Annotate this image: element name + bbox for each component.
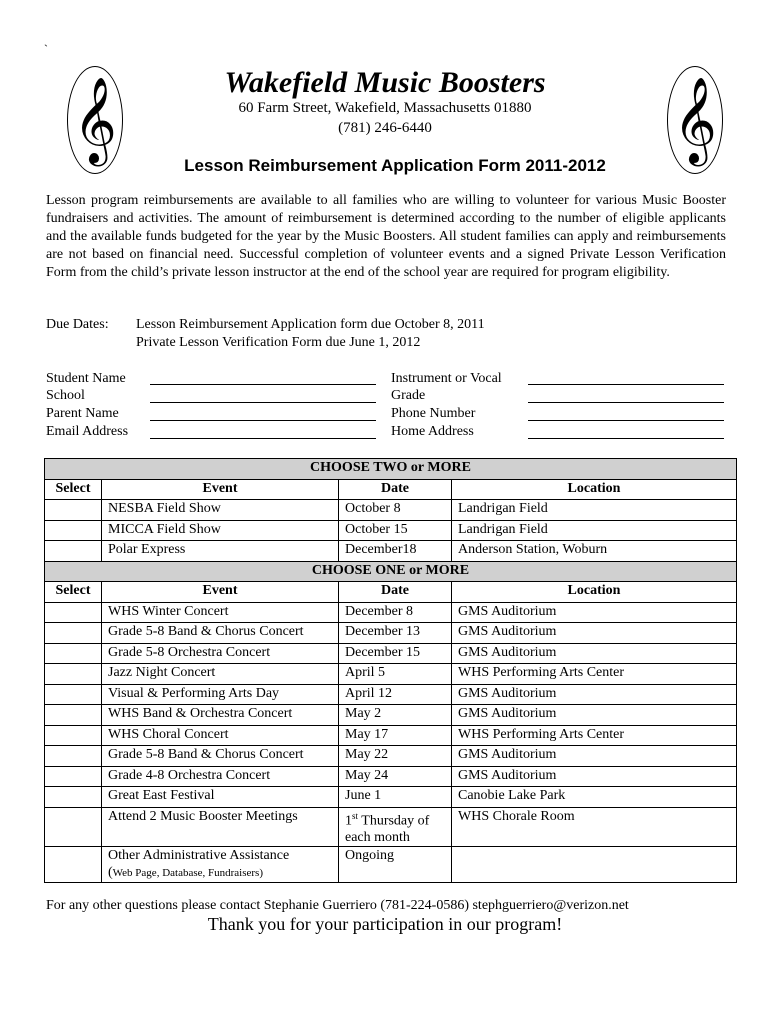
location-cell: GMS Auditorium — [452, 766, 737, 787]
select-cell[interactable] — [45, 623, 102, 644]
student-name-label: Student Name — [46, 371, 126, 386]
home-address-field[interactable] — [528, 438, 724, 439]
organization-address: 60 Farm Street, Wakefield, Massachusetts 01880 — [238, 100, 532, 116]
location-cell: GMS Auditorium — [452, 684, 737, 705]
location-cell: Landrigan Field — [452, 520, 737, 541]
event-subtitle-text: Web Page, Database, Fundraisers) — [112, 867, 263, 880]
instrument-field[interactable] — [528, 384, 724, 385]
header-location: Location — [452, 582, 737, 603]
location-cell: WHS Chorale Room — [452, 807, 737, 847]
select-cell[interactable] — [45, 746, 102, 767]
table-row — [45, 766, 737, 787]
school-field[interactable] — [150, 402, 376, 403]
table-row — [45, 787, 737, 808]
phone-number-label: Phone Number — [391, 406, 476, 421]
header-select: Select — [45, 479, 102, 500]
grade-field[interactable] — [528, 402, 724, 403]
date-number: 1 — [345, 813, 352, 829]
table-row — [45, 643, 737, 664]
location-cell: GMS Auditorium — [452, 746, 737, 767]
location-cell: WHS Performing Arts Center — [452, 725, 737, 746]
intro-paragraph: Lesson program reimbursements are available to all families who are willing to volunteer for various Music Booster fundraisers and activities. The amount of reimbursement is determined according to the number of eligible applicants and the available funds budgeted for the year by the Music Boosters. All student families can apply and reimbursements are not based on financial need. Successful completion of volunteer events and a signed Private Lesson Verification Form from the child’s private lesson instructor at the end of the school year are required for program eligibility. — [46, 193, 726, 280]
header-event: Event — [102, 479, 339, 500]
location-cell: GMS Auditorium — [452, 705, 737, 726]
events-table — [44, 458, 737, 883]
treble-clef-icon: 𝄞 — [667, 66, 723, 174]
event-cell: Grade 5-8 Orchestra Concert — [102, 643, 339, 664]
student-name-field[interactable] — [150, 384, 376, 385]
table-row — [45, 664, 737, 685]
select-cell[interactable] — [45, 766, 102, 787]
table-row — [45, 705, 737, 726]
event-cell: Grade 5-8 Band & Chorus Concert — [102, 623, 339, 644]
contact-info: For any other questions please contact Stephanie Guerriero (781-224-0586) stephguerriero@verizon.net — [46, 898, 629, 913]
event-cell: Visual & Performing Arts Day — [102, 684, 339, 705]
email-address-field[interactable] — [150, 438, 376, 439]
event-cell: Polar Express — [102, 541, 339, 562]
table-row — [45, 684, 737, 705]
date-cell: May 22 — [339, 746, 452, 767]
date-cell: October 15 — [339, 520, 452, 541]
date-cell: December18 — [339, 541, 452, 562]
event-cell: NESBA Field Show — [102, 500, 339, 521]
date-cell: May 2 — [339, 705, 452, 726]
event-cell: Grade 5-8 Band & Chorus Concert — [102, 746, 339, 767]
event-title: Other Administrative Assistance — [108, 848, 290, 864]
date-rest: Thursday of each month — [345, 813, 430, 846]
phone-number-field[interactable] — [528, 420, 724, 421]
date-cell: May 17 — [339, 725, 452, 746]
location-cell: Anderson Station, Woburn — [452, 541, 737, 562]
due-dates-label: Due Dates: — [46, 317, 109, 332]
due-date-application: Lesson Reimbursement Application form due October 8, 2011 — [136, 317, 485, 332]
select-cell[interactable] — [45, 705, 102, 726]
table-row — [45, 520, 737, 541]
date-ordinal: st — [352, 810, 359, 821]
event-cell: Grade 4-8 Orchestra Concert — [102, 766, 339, 787]
location-cell: GMS Auditorium — [452, 643, 737, 664]
location-cell: GMS Auditorium — [452, 602, 737, 623]
parent-name-label: Parent Name — [46, 406, 119, 421]
date-cell: October 8 — [339, 500, 452, 521]
due-date-verification: Private Lesson Verification Form due June 1, 2012 — [136, 335, 421, 350]
event-cell: Great East Festival — [102, 787, 339, 808]
event-subtitle — [108, 864, 332, 882]
select-cell[interactable] — [45, 643, 102, 664]
table-row — [45, 602, 737, 623]
select-cell[interactable] — [45, 847, 102, 883]
date-cell: December 15 — [339, 643, 452, 664]
table-row — [45, 807, 737, 847]
instrument-label: Instrument or Vocal — [391, 371, 502, 386]
select-cell[interactable] — [45, 602, 102, 623]
header-event: Event — [102, 582, 339, 603]
stray-mark: ` — [44, 42, 48, 56]
table-row — [45, 725, 737, 746]
organization-title: Wakefield Music Boosters — [224, 66, 546, 99]
form-title: Lesson Reimbursement Application Form 2011-2012 — [184, 156, 606, 175]
table-row — [45, 847, 737, 883]
header-location: Location — [452, 479, 737, 500]
select-cell[interactable] — [45, 684, 102, 705]
select-cell[interactable] — [45, 725, 102, 746]
select-cell[interactable] — [45, 520, 102, 541]
event-cell: WHS Winter Concert — [102, 602, 339, 623]
select-cell[interactable] — [45, 664, 102, 685]
section-title: CHOOSE ONE or MORE — [45, 561, 737, 582]
location-cell: GMS Auditorium — [452, 623, 737, 644]
section-title: CHOOSE TWO or MORE — [45, 459, 737, 480]
date-cell: April 5 — [339, 664, 452, 685]
date-cell: May 24 — [339, 766, 452, 787]
school-label: School — [46, 388, 85, 403]
section-header-row — [45, 561, 737, 582]
paren-open: ( — [108, 865, 113, 881]
parent-name-field[interactable] — [150, 420, 376, 421]
select-cell[interactable] — [45, 807, 102, 847]
section-header-row — [45, 459, 737, 480]
table-row — [45, 746, 737, 767]
event-cell: Jazz Night Concert — [102, 664, 339, 685]
column-header-row — [45, 582, 737, 603]
date-cell — [339, 807, 452, 847]
table-row — [45, 623, 737, 644]
grade-label: Grade — [391, 388, 426, 403]
event-cell — [102, 847, 339, 883]
event-cell: WHS Choral Concert — [102, 725, 339, 746]
treble-clef-icon: 𝄞 — [67, 66, 123, 174]
date-cell: Ongoing — [339, 847, 452, 883]
organization-phone: (781) 246-6440 — [338, 120, 432, 136]
date-cell: December 8 — [339, 602, 452, 623]
home-address-label: Home Address — [391, 424, 474, 439]
event-cell: WHS Band & Orchestra Concert — [102, 705, 339, 726]
email-address-label: Email Address — [46, 424, 129, 439]
header-select: Select — [45, 582, 102, 603]
select-cell[interactable] — [45, 500, 102, 521]
event-cell: MICCA Field Show — [102, 520, 339, 541]
location-cell: WHS Performing Arts Center — [452, 664, 737, 685]
column-header-row — [45, 479, 737, 500]
date-cell: June 1 — [339, 787, 452, 808]
table-row — [45, 541, 737, 562]
select-cell[interactable] — [45, 541, 102, 562]
location-cell: Canobie Lake Park — [452, 787, 737, 808]
thank-you-message: Thank you for your participation in our program! — [207, 914, 563, 934]
location-cell — [452, 847, 737, 883]
select-cell[interactable] — [45, 787, 102, 808]
event-cell: Attend 2 Music Booster Meetings — [102, 807, 339, 847]
table-row — [45, 500, 737, 521]
location-cell: Landrigan Field — [452, 500, 737, 521]
date-cell: December 13 — [339, 623, 452, 644]
header-date: Date — [339, 582, 452, 603]
date-cell: April 12 — [339, 684, 452, 705]
header-date: Date — [339, 479, 452, 500]
